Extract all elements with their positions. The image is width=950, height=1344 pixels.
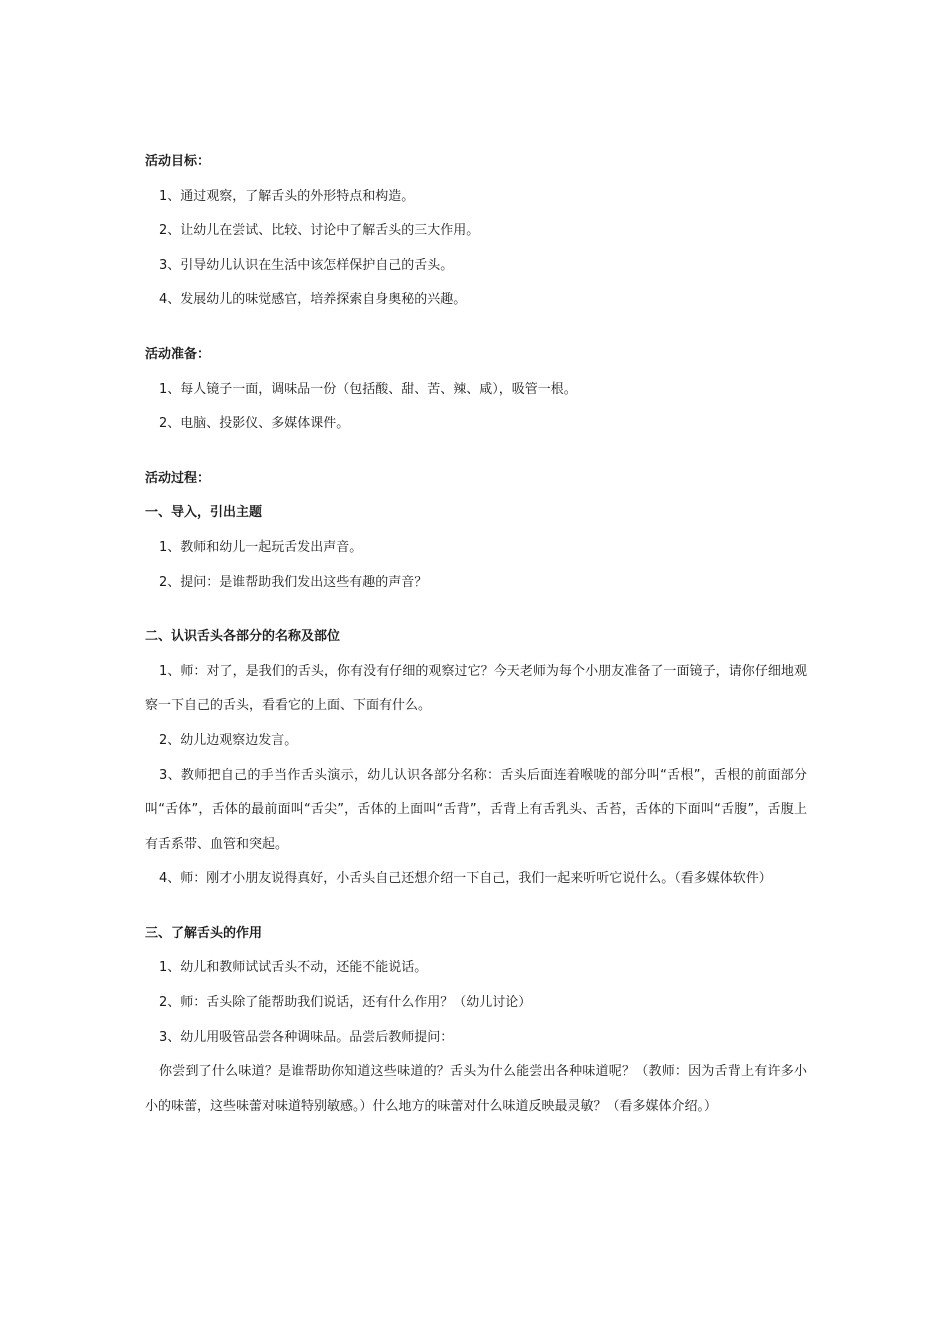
process-title: 活动过程： <box>145 470 211 486</box>
section-heading: 二、认识舌头各部分的名称及部位 <box>145 629 341 645</box>
prep-item: 1、每人镜子一面，调味品一份（包括酸、甜、苦、辣、咸），吸管一根。 <box>159 381 577 397</box>
section-heading: 三、了解舌头的作用 <box>145 925 263 941</box>
section-item: 1、师：对了，是我们的舌头，你有没有仔细的观察过它？今天老师为每个小朋友准备了一面镜子，请你仔细地观察一下自己的舌头，看看它的上面、下面有什么。 <box>145 663 807 714</box>
section-item: 4、师：刚才小朋友说得真好，小舌头自己还想介绍一下自己，我们一起来听听它说什么。（看多媒体软件） <box>159 871 772 887</box>
goal-item: 2、让幼儿在尝试、比较、讨论中了解舌头的三大作用。 <box>159 223 480 239</box>
section-item: 3、教师把自己的手当作舌头演示，幼儿认识各部分名称：舌头后面连着喉咙的部分叫“舌根”，舌根的前面部分叫“舌体”，舌体的最前面叫“舌尖”，舌体的上面叫“舌背”，舌背上有舌乳头、舌苔，舌体的下面叫“舌腹”，舌腹上有舌系带、血管和突起。 <box>145 767 807 852</box>
prep-title: 活动准备： <box>145 346 211 362</box>
prep-item: 2、电脑、投影仪、多媒体课件。 <box>159 416 350 432</box>
spacer <box>145 442 810 462</box>
section-item: 2、师：舌头除了能帮助我们说话，还有什么作用？（幼儿讨论） <box>159 995 532 1011</box>
section-item: 你尝到了什么味道？是谁帮助你知道这些味道的？舌头为什么能尝出各种味道呢？（教师：因为舌背上有许多小小的味蕾，这些味蕾对味道特别敏感。）什么地方的味蕾对什么味道反映最灵敏？（看多媒体介绍。） <box>145 1064 807 1114</box>
section-item: 2、提问：是谁帮助我们发出这些有趣的声音？ <box>159 574 428 590</box>
goal-item: 4、发展幼儿的味觉感官，培养探索自身奥秘的兴趣。 <box>159 292 467 308</box>
section-item: 1、教师和幼儿一起玩舌发出声音。 <box>159 539 363 555</box>
spacer <box>145 318 810 338</box>
section-item: 1、幼儿和教师试试舌头不动，还能不能说话。 <box>159 960 428 976</box>
section-item: 2、幼儿边观察边发言。 <box>159 732 298 748</box>
goal-item: 3、引导幼儿认识在生活中该怎样保护自己的舌头。 <box>159 257 454 273</box>
spacer <box>145 600 810 620</box>
section-heading: 一、导入，引出主题 <box>145 505 263 521</box>
spacer <box>145 897 810 917</box>
section-item: 3、幼儿用吸管品尝各种调味品。品尝后教师提问： <box>159 1029 454 1045</box>
goals-title: 活动目标： <box>145 154 211 169</box>
goal-item: 1、通过观察，了解舌头的外形特点和构造。 <box>159 188 415 204</box>
